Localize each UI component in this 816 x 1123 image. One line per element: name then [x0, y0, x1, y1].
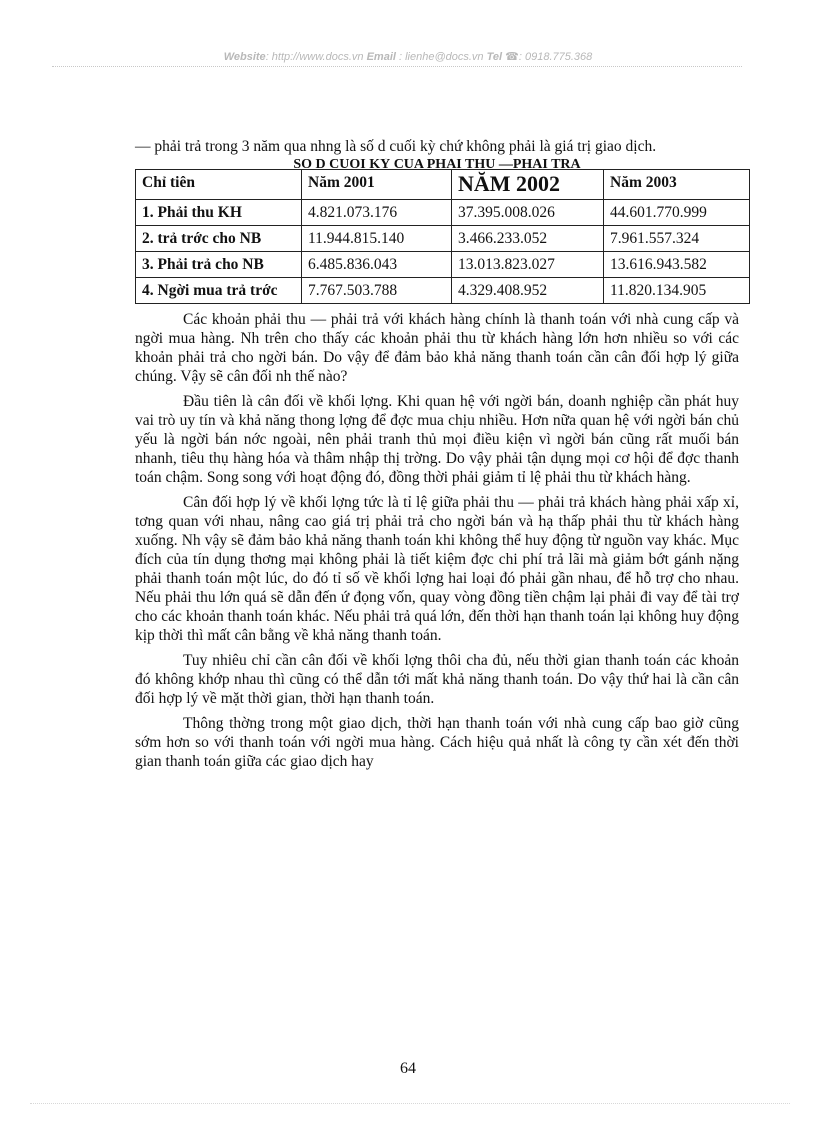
table-row [136, 252, 750, 278]
tel-label: Tel [486, 51, 503, 63]
cell-2003: 7.961.557.324 [604, 226, 750, 252]
table-row [136, 278, 750, 304]
table-title: SỐ D CUỐI KỲ CỦA PHẢI THU —PHẢI TRẢ [293, 158, 581, 169]
row-label: 2. trả trớc cho NB [136, 226, 302, 252]
balance-table [135, 169, 750, 304]
header-divider [52, 66, 742, 67]
cell-2002: 13.013.823.027 [452, 252, 604, 278]
cell-2002: 3.466.233.052 [452, 226, 604, 252]
table-row [136, 226, 750, 252]
cell-2003: 13.616.943.582 [604, 252, 750, 278]
footer-divider [30, 1103, 790, 1104]
paragraph: Các khoản phải thu — phải trả với khách hàng chính là thanh toán với nhà cung cấp và ngời mua hàng. Nh trên cho thấy các khoản phải thu từ khách hàng lớn hơn nhiều so với các khoản phải trả cho ngời bán. Do vậy để đảm bảo khả năng thanh toán cần cân đối hợp lý giữa chúng. Vậy sẽ cân đối nh thế nào? [135, 311, 739, 385]
document-body [135, 137, 739, 777]
cell-2002: 4.329.408.952 [452, 278, 604, 304]
paragraph: Thông thờng trong một giao dịch, thời hạn thanh toán với nhà cung cấp bao giờ cũng sớm hơn so với thanh toán với ngời mua hàng. Cách hiệu quả nhất là công ty cần xét đến thời gian thanh toán giữa các giao dịch hay [135, 715, 739, 770]
cell-2001: 11.944.815.140 [302, 226, 452, 252]
row-label: 4. Ngời mua trả trớc [136, 278, 302, 304]
cell-2002: 37.395.008.026 [452, 200, 604, 226]
row-label: 3. Phải trả cho NB [136, 252, 302, 278]
page-number: 64 [400, 1060, 416, 1077]
email-value[interactable]: : lienhe@docs.vn [399, 51, 484, 63]
paragraph: Cân đối hợp lý về khối lợng tức là tỉ lệ giữa phải thu — phải trả khách hàng phải xấp xỉ, tơng quan với nhau, nâng cao giá trị phải trả cho ngời bán và hạ thấp phải thu từ khách hàng xuống. Nh vậy sẽ đảm bảo khả năng thanh toán khi không thể huy động từ nguồn vay khác. Mục đích của tín dụng thơng mại không phải là tiết kiệm đợc chi phí trả lãi mà giảm bớt gánh nặng phải thanh toán một lúc, do đó tỉ số về khối lợng hai loại đó phải gần nhau, để hỗ trợ cho nhau. Nếu phải thu lớn quá sẽ dẫn đến ứ đọng vốn, quay vòng đồng tiền chậm lại phải đi vay để tài trợ cho các khoản thanh toán khác. Nếu phải trả quá lớn, đến thời hạn thanh toán lại không huy động kịp thời thì mất cân bằng về khả năng thanh toán. [135, 494, 739, 644]
table-header-row [136, 170, 750, 200]
cell-2003: 44.601.770.999 [604, 200, 750, 226]
table-row [136, 200, 750, 226]
paragraph: Đầu tiên là cân đối về khối lợng. Khi quan hệ với ngời bán, doanh nghiệp cần phát huy vai trò uy tín và khả năng thong lợng để đợc mua chịu nhiều. Hơn nữa quan hệ với ngời bán chủ yếu là ngời bán nớc ngoài, nên phải tranh thủ mọi điều kiện vì ngời bán cũng rất muối bán nhanh, tiêu thụ hàng hóa và thâm nhập thị trờng. Do vậy phải tận dụng mọi cơ hội để đợc thanh toán chậm. Song song với hoạt động đó, đồng thời phải giảm tỉ lệ phải thu từ khách hàng. [135, 393, 739, 486]
email-label: Email [366, 51, 396, 63]
website-label: Website [223, 51, 266, 63]
page-header [0, 50, 816, 63]
col-header-indicator: Chỉ tiên [136, 170, 302, 200]
cell-2001: 7.767.503.788 [302, 278, 452, 304]
row-label: 1. Phải thu KH [136, 200, 302, 226]
website-url[interactable]: : http://www.docs.vn [265, 51, 364, 63]
col-header-2001: Năm 2001 [302, 170, 452, 200]
cell-2001: 4.821.073.176 [302, 200, 452, 226]
intro-text: — phải trả trong 3 năm qua nhng là số d cuối kỳ chứ không phải là giá trị giao dịch. [135, 138, 657, 155]
tel-value: ☎: 0918.775.368 [505, 51, 593, 63]
cell-2003: 11.820.134.905 [604, 278, 750, 304]
cell-2001: 6.485.836.043 [302, 252, 452, 278]
paragraph: Tuy nhiêu chỉ cần cân đối về khối lợng thôi cha đủ, nếu thời gian thanh toán các khoản đó không khớp nhau thì cũng có thể dẫn tới mất khả năng thanh toán. Do vậy thứ hai là cần cân đối hợp lý về mặt thời gian, thời hạn thanh toán. [135, 652, 739, 707]
col-header-2002: NĂM 2002 [452, 170, 604, 200]
col-header-2003: Năm 2003 [604, 170, 750, 200]
